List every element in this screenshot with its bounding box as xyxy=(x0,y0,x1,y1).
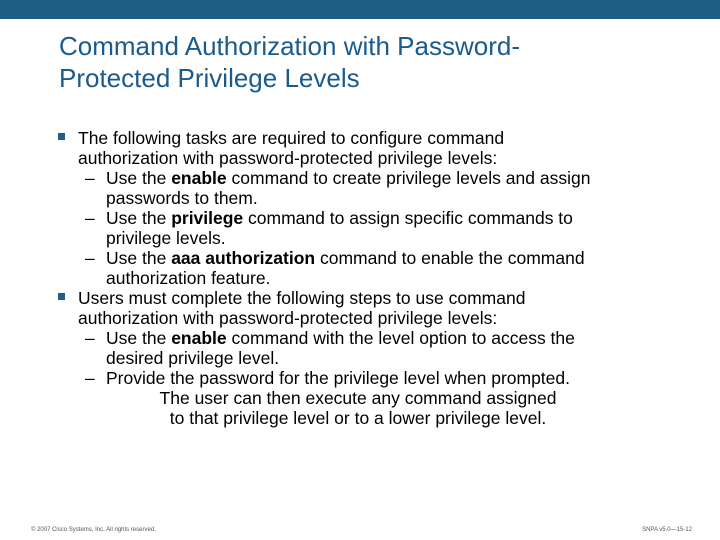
bullet-text-line: authorization with password-protected privilege levels: xyxy=(78,308,498,328)
bullet-text-line: Users must complete the following steps to use command xyxy=(78,288,526,308)
dash-icon: – xyxy=(85,248,95,268)
sub-text: command to assign specific commands to xyxy=(243,208,573,228)
dash-icon: – xyxy=(85,208,95,228)
note-text xyxy=(58,388,658,428)
sub-text: Provide the password for the privilege level when prompted. xyxy=(106,368,570,388)
sub-text: command with the level option to access the xyxy=(226,328,575,348)
note-line: The user can then execute any command assigned xyxy=(159,388,557,408)
dash-icon: – xyxy=(85,168,95,188)
title-line-2: Protected Privilege Levels xyxy=(59,63,360,93)
sub-text: passwords to them. xyxy=(106,188,258,208)
slide-number-footer: SNPA v5.0—15-12 xyxy=(642,527,692,533)
command-keyword: aaa authorization xyxy=(171,248,316,268)
bullet-text-line: The following tasks are required to configure command xyxy=(78,128,505,148)
sub-text: Use the xyxy=(106,208,172,228)
sub-text: Use the xyxy=(106,168,172,188)
sub-text: authorization feature. xyxy=(106,268,271,288)
sub-text: Use the xyxy=(106,328,172,348)
title-line-1: Command Authorization with Password- xyxy=(59,31,520,61)
sub-bullet-item xyxy=(58,168,698,208)
sub-text: Use the xyxy=(106,248,172,268)
sub-bullet-item xyxy=(58,328,698,368)
bullet-item xyxy=(58,288,698,328)
command-keyword: enable xyxy=(171,168,227,188)
dash-icon: – xyxy=(85,328,95,348)
slide-body xyxy=(58,128,698,428)
sub-text: command to create privilege levels and assign xyxy=(226,168,591,188)
note-line: to that privilege level or to a lower privilege level. xyxy=(169,408,547,428)
slide-title xyxy=(59,30,699,94)
top-banner xyxy=(0,0,720,19)
square-bullet-icon xyxy=(58,293,65,300)
sub-bullet-item xyxy=(58,368,698,388)
bullet-item xyxy=(58,128,698,168)
command-keyword: enable xyxy=(171,328,227,348)
command-keyword: privilege xyxy=(171,208,244,228)
sub-text: desired privilege level. xyxy=(106,348,280,368)
sub-text: privilege levels. xyxy=(106,228,226,248)
sub-bullet-item xyxy=(58,208,698,248)
copyright-footer: © 2007 Cisco Systems, Inc. All rights reserved. xyxy=(31,527,156,533)
sub-bullet-item xyxy=(58,248,698,288)
dash-icon: – xyxy=(85,368,95,388)
square-bullet-icon xyxy=(58,133,65,140)
sub-text: command to enable the command xyxy=(315,248,585,268)
bullet-text-line: authorization with password-protected privilege levels: xyxy=(78,148,498,168)
